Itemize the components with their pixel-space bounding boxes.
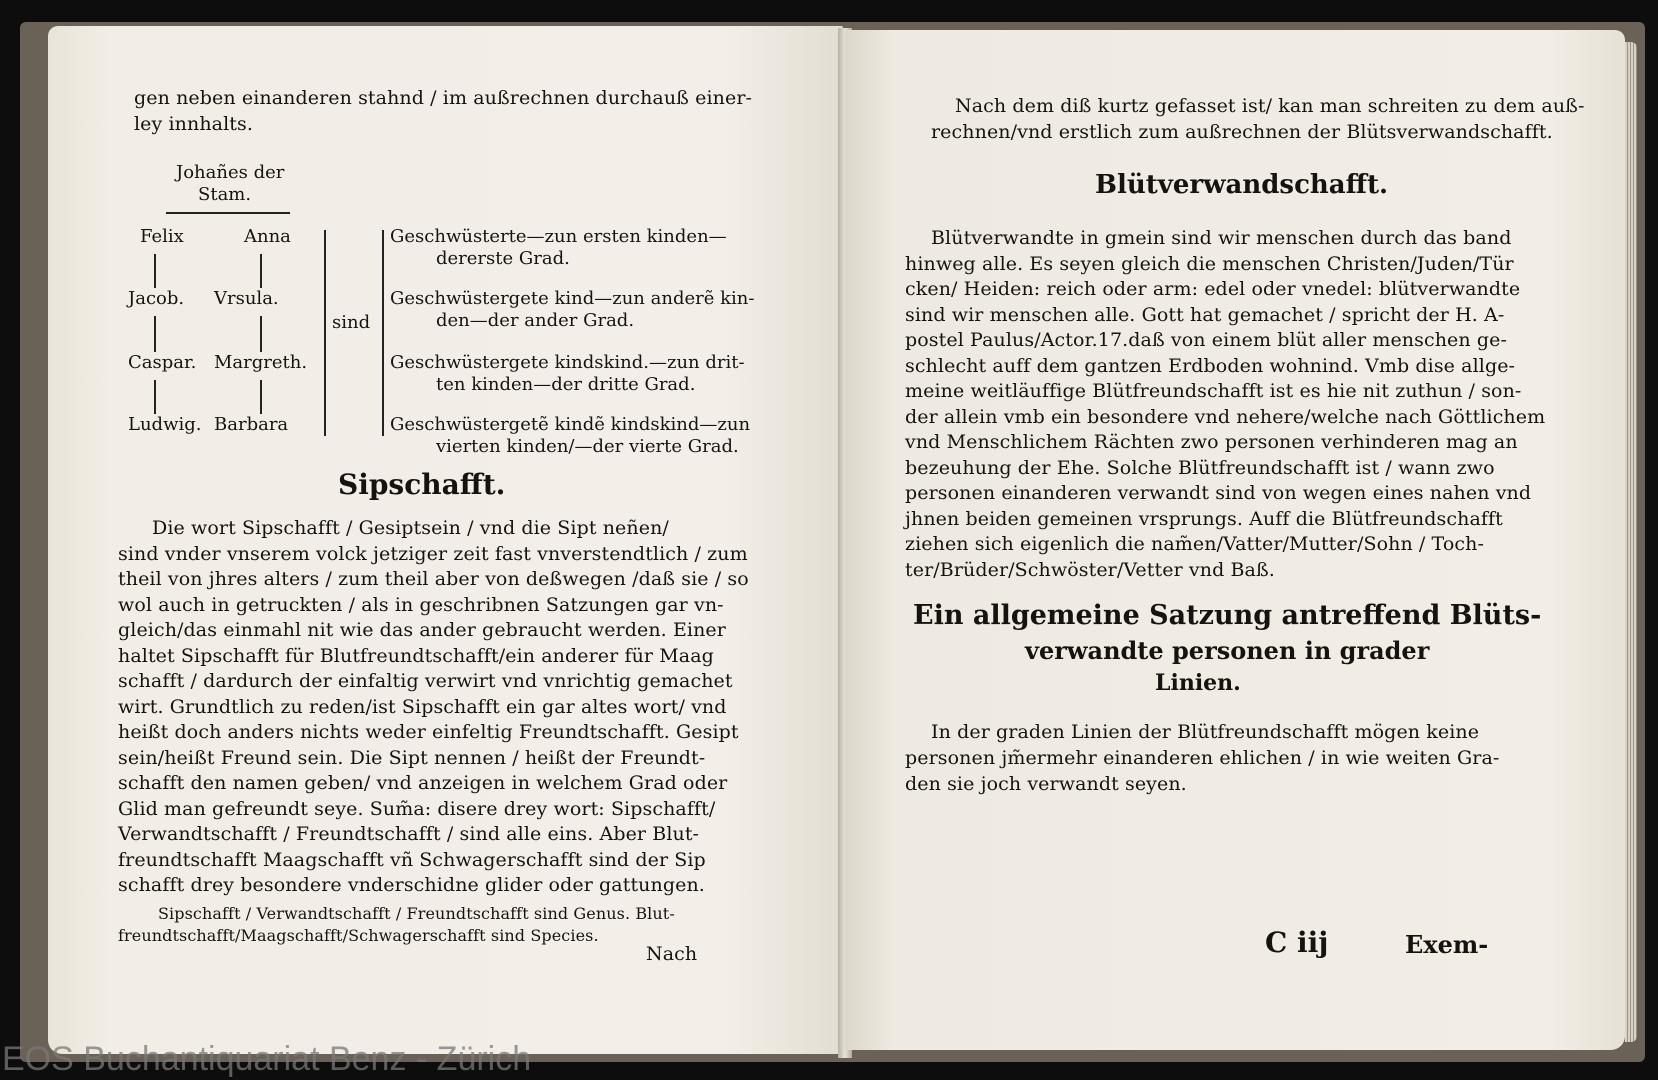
left-body-line: Die wort Sipschafft / Gesiptsein / vnd die Sipt neñen/ [152,517,669,539]
tree-bracket [324,230,326,436]
left-catchword: Nach [646,943,698,965]
tree-line [260,316,262,352]
left-note-line: Sipschafft / Verwandtschafft / Freundtschafft sind Genus. Blut- [158,904,675,923]
right-body2-line: personen jm̃ermehr einanderen ehlichen / in wie weiten Gra- [905,747,1500,769]
right-body-line: ziehen sich eigenlich die nam̃en/Vatter/Mutter/Sohn / Toch- [905,533,1484,555]
right-body-line: vnd Menschlichem Rächten zwo personen verhinderen mag an [905,431,1518,453]
right-body-line: meine weitläuffige Blütfreundschafft ist es hie nit zuthun / son- [905,380,1522,402]
left-body-line: haltet Sipschafft für Blutfreundtschafft/ein anderer für Maag [118,644,714,667]
tree-desc: den—der ander Grad. [436,310,635,331]
tree-name: Barbara [214,414,289,435]
tree-name: Caspar. [128,352,197,373]
right-body-line: bezeuhung der Ehe. Solche Blütfreundschafft ist / wann zwo [905,456,1495,479]
right-body-line: postel Paulus/Actor.17.daß von einem blüt aller menschen ge- [905,329,1507,351]
right-page [845,30,1625,1050]
right-subheading-line: Ein allgemeine Satzung antreffend Blüts- [913,600,1542,631]
left-body-line: freundtschafft Maagschafft vñ Schwagerschafft sind der Sip [118,848,706,871]
left-body-line: gleich/das einmahl nit wie das ander gebraucht werden. Einer [118,619,726,641]
left-intro-line: ley innhalts. [134,113,254,135]
tree-name: Felix [140,226,184,247]
left-body-line: schafft drey besondere vnderschidne glider oder gattungen. [118,874,705,896]
tree-name: Anna [244,226,291,247]
right-body-line: ter/Brüder/Schwöster/Vetter vnd Baß. [905,558,1275,581]
tree-desc: ten kinden—der dritte Grad. [436,374,696,395]
left-note-line: freundtschafft/Maagschafft/Schwagerschafft sind Species. [118,926,599,945]
tree-name: Jacob. [128,288,185,309]
tree-root: Stam. [198,184,252,205]
right-subheading-line: Linien. [1155,670,1241,696]
tree-desc: Geschwüstergete kind—zun anderẽ kin- [390,288,755,309]
tree-desc: Geschwüsterte—zun ersten kinden— [390,226,727,247]
right-body2-line: In der graden Linien der Blütfreundschafft mögen keine [931,721,1480,743]
left-body-line: schafft / dardurch der einfaltig verwirt vnd vnrichtig gemachet [118,670,733,692]
left-heading: Sipschafft. [338,468,506,501]
tree-name: Margreth. [214,352,308,373]
tree-bracket [382,230,384,436]
page-edges [1625,42,1637,1042]
right-body-line: Blütverwandte in gmein sind wir menschen durch das band [931,227,1512,249]
right-body-line: schlecht auff dem gantzen Erdboden wohnind. Vmb dise allge- [905,354,1516,377]
tree-line [154,380,156,414]
left-body-line: sind vnder vnserem volck jetziger zeit fast vnverstendtlich / zum [118,542,748,565]
open-book [20,22,1645,1062]
tree-brace [166,212,290,220]
right-body-line: cken/ Heiden: reich oder arm: edel oder vnedel: blütverwandte [905,278,1521,300]
tree-desc: vierten kinden/—der vierte Grad. [436,436,739,457]
right-body2-line: den sie joch verwandt seyen. [905,773,1187,795]
right-subheading-line: verwandte personen in grader [1025,636,1430,665]
left-body-line: Glid man gefreundt seye. Sum̃a: disere drey wort: Sipschafft/ [118,797,716,820]
right-body-line: personen einanderen verwandt sind von wegen eines nahen vnd [905,482,1532,504]
left-body-line: heißt doch anders nichts weder einfeltig Freundtschafft. Gesipt [118,721,739,743]
tree-line [260,254,262,288]
tree-desc: Geschwüstergetẽ kindẽ kindskind—zun [390,414,751,435]
tree-name: Ludwig. [128,414,202,435]
tree-line [154,254,156,288]
tree-name: Vrsula. [214,288,279,309]
right-heading: Blütverwandschafft. [1095,170,1389,200]
tree-desc: Geschwüstergete kindskind.—zun drit- [390,352,745,373]
right-catchword: Exem- [1405,930,1489,959]
right-intro-line: rechnen/vnd erstlich zum außrechnen der Blütsverwandschafft. [931,121,1553,143]
left-body-line: Verwandtschafft / Freundtschafft / sind alle eins. Aber Blut- [118,823,700,845]
left-page [48,26,843,1054]
signature-mark: C iij [1265,926,1329,959]
left-body-line: wirt. Grundtlich zu reden/ist Sipschafft ein gar altes wort/ vnd [118,695,727,718]
right-body-line: jhnen beiden gemeinen vrsprungs. Auff die Blütfreundschafft [905,507,1503,530]
tree-root: Johañes der [176,162,285,183]
tree-desc: dererste Grad. [436,248,570,269]
tree-sind: sind [332,312,371,333]
right-body-line: der allein vmb ein besondere vnd nehere/welche nach Göttlichem [905,405,1546,428]
left-intro-line: gen neben einanderen stahnd / im außrechnen durchauß einer- [134,87,753,109]
tree-line [154,316,156,352]
watermark: EOS Buchantiquariat Benz - Zürich [2,1040,532,1078]
left-body-line: wol auch in getruckten / als in geschribnen Satzungen gar vn- [118,593,724,616]
right-body-line: sind wir menschen alle. Gott hat gemachet / spricht der H. A- [905,303,1505,326]
left-body-line: sein/heißt Freund sein. Die Sipt nennen / heißt der Freundt- [118,746,706,769]
right-intro-line: Nach dem diß kurtz gefasset ist/ kan man schreiten zu dem auß- [955,95,1585,117]
left-body-line: schafft den namen geben/ vnd anzeigen in welchem Grad oder [118,772,728,794]
right-body-line: hinweg alle. Es seyen gleich die menschen Christen/Juden/Tür [905,252,1514,275]
tree-line [260,380,262,414]
left-body-line: theil von jhres alters / zum theil aber von deßwegen /daß sie / so [118,568,749,590]
